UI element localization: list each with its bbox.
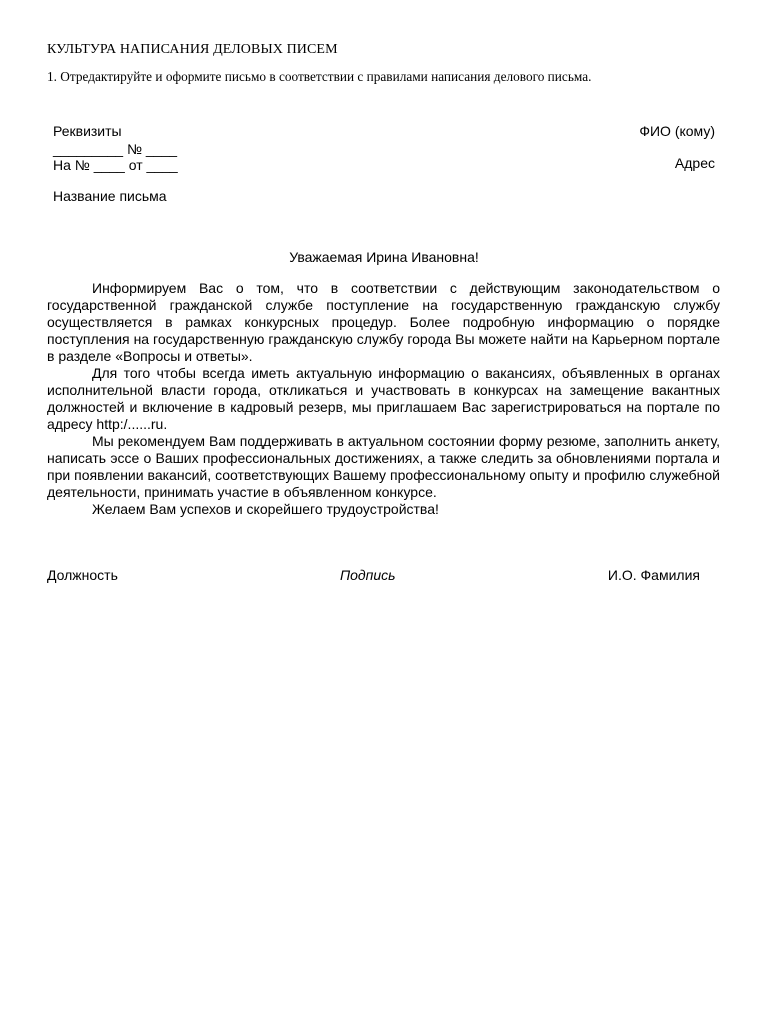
reference-number: На № ____ от ____	[53, 157, 178, 173]
recipient-address: Адрес	[674, 155, 715, 171]
requisites-label: Реквизиты	[53, 123, 122, 139]
signature-block	[47, 567, 700, 585]
recipient-name: ФИО (кому)	[639, 123, 715, 139]
document-title: КУЛЬТУРА НАПИСАНИЯ ДЕЛОВЫХ ПИСЕМ	[47, 42, 338, 57]
signer-position: Должность	[47, 567, 118, 583]
letter-name: Название письма	[53, 188, 167, 204]
signer-name: И.О. Фамилия	[607, 567, 700, 583]
task-instruction: 1. Отредактируйте и оформите письмо в соответствии с правилами написания делового письма.	[47, 69, 592, 84]
paragraph: Для того чтобы всегда иметь актуальную информацию о вакансиях, объявленных в органах исполнительной власти города, откликаться и участвовать в конкурсах на замещение вакантных должностей и включение в кадровый резерв, мы приглашаем Вас зарегистрироваться на портале по адресу http:/......ru.	[47, 365, 720, 432]
paragraph: Желаем Вам успехов и скорейшего трудоустройства!	[92, 501, 439, 517]
signature: Подпись	[340, 567, 396, 583]
letter-greeting: Уважаемая Ирина Ивановна!	[289, 249, 479, 265]
paragraph: Мы рекомендуем Вам поддерживать в актуальном состоянии форму резюме, заполнить анкету, написать эссе о Ваших профессиональных достижениях, а также следить за обновлениями портала и при появлении вакансий, соответствующих Вашему профессиональному опыту и профилю служебной деятельности, принимать участие в объявленном конкурсе.	[47, 433, 720, 500]
registration-number: _________ № ____	[53, 141, 178, 157]
letter-body	[47, 280, 720, 518]
paragraph: Информируем Вас о том, что в соответствии с действующим законодательством о государственной гражданской службе поступление на государственную гражданскую службу осуществляется в рамках конкурсных процедур. Более подробную информацию о порядке поступления на государственную гражданскую службу города Вы можете найти на Карьерном портале в разделе «Вопросы и ответы».	[47, 280, 720, 364]
